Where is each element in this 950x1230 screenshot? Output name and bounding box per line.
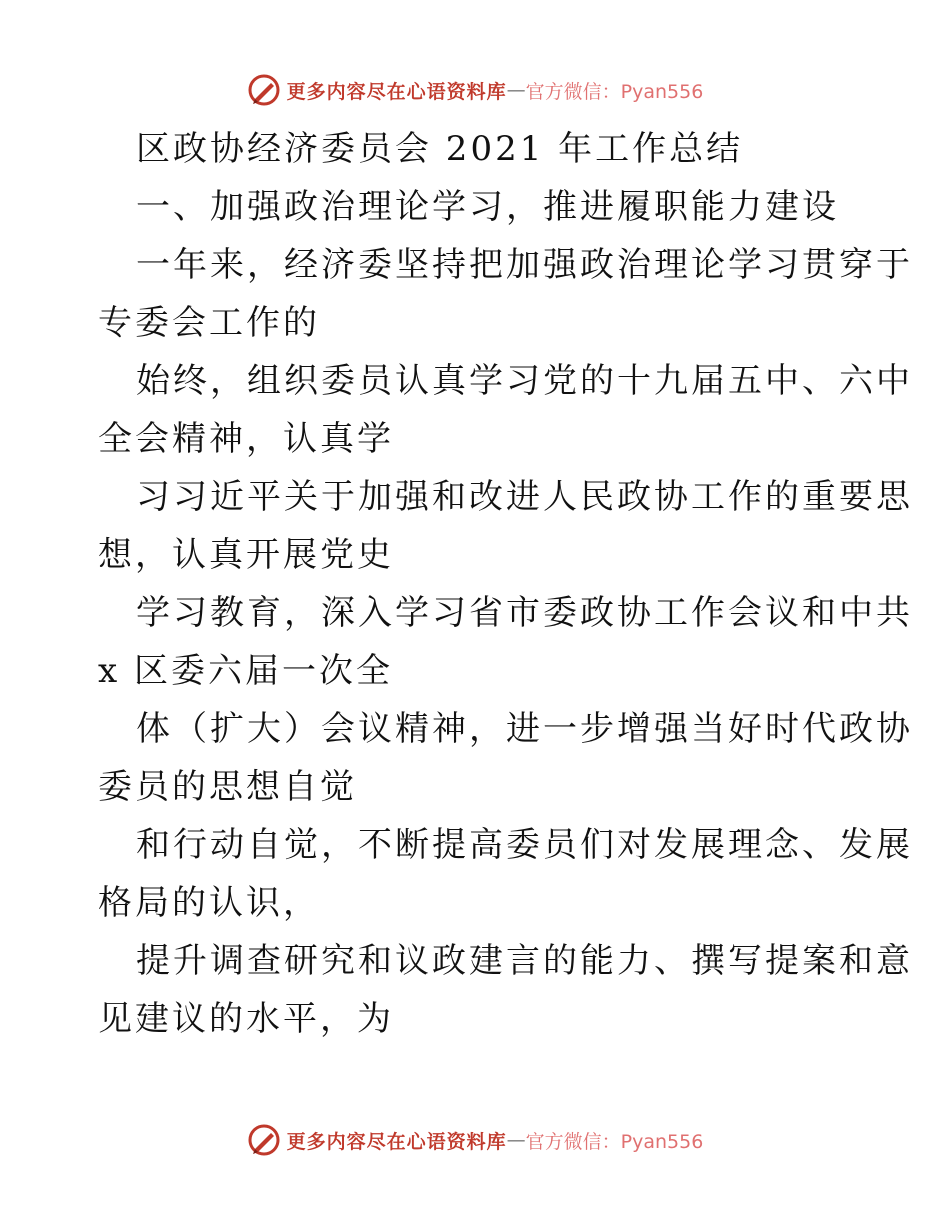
paragraph-line: 体（扩大）会议精神，进一步增强当好时代政协 <box>136 709 913 749</box>
paragraph-line: 格局的认识， <box>98 883 320 923</box>
banner-separator: — <box>506 1129 526 1151</box>
paragraph-line: 见建议的水平，为 <box>98 999 394 1039</box>
banner-separator: — <box>506 79 526 101</box>
document-title: 区政协经济委员会 2021 年工作总结 <box>136 129 744 169</box>
paragraph-line: 想，认真开展党史 <box>98 535 394 575</box>
paragraph-line: 习习近平关于加强和改进人民政协工作的重要思 <box>136 477 913 517</box>
banner-wechat: 官方微信：Pyan556 <box>525 80 704 103</box>
paragraph-line: 委员的思想自觉 <box>98 767 357 807</box>
paragraph-line: 和行动自觉，不断提高委员们对发展理念、发展 <box>136 825 913 865</box>
pen-logo-icon <box>247 73 281 107</box>
paragraph-line: 学习教育，深入学习省市委政协工作会议和中共 <box>136 593 913 633</box>
header-banner <box>0 70 950 110</box>
paragraph-line: x 区委六届一次全 <box>98 651 393 691</box>
footer-banner <box>0 1120 950 1160</box>
document-body <box>98 120 913 1048</box>
section-heading: 一、加强政治理论学习，推进履职能力建设 <box>136 187 839 227</box>
pen-logo-icon <box>247 1123 281 1157</box>
banner-wechat: 官方微信：Pyan556 <box>525 1130 704 1153</box>
banner-text: 更多内容尽在心语资料库 <box>286 80 507 103</box>
paragraph-line: 提升调查研究和议政建言的能力、撰写提案和意 <box>136 941 913 981</box>
paragraph-line: 一年来，经济委坚持把加强政治理论学习贯穿于 <box>136 245 913 285</box>
paragraph-line: 专委会工作的 <box>98 303 320 343</box>
paragraph-line: 全会精神，认真学 <box>98 419 394 459</box>
banner-text: 更多内容尽在心语资料库 <box>286 1130 507 1153</box>
paragraph-line: 始终，组织委员认真学习党的十九届五中、六中 <box>136 361 913 401</box>
